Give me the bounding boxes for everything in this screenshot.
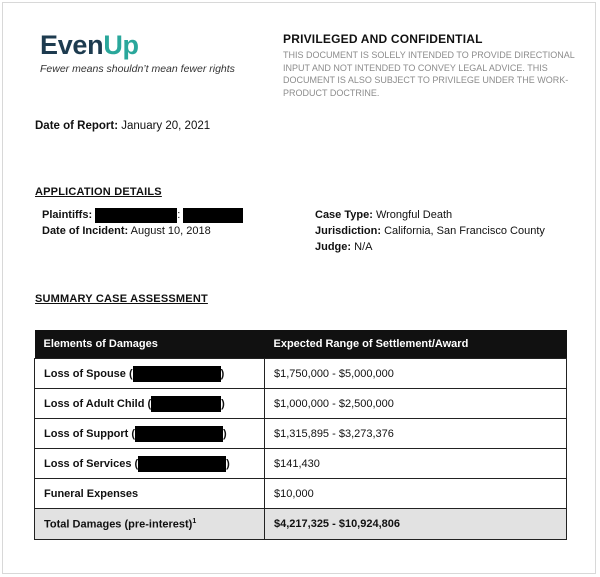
damage-element bbox=[35, 419, 265, 449]
application-details-right bbox=[315, 207, 545, 255]
redaction-bar bbox=[151, 396, 221, 412]
total-label bbox=[35, 509, 265, 540]
evenup-logo bbox=[40, 30, 235, 75]
confidential-title: PRIVILEGED AND CONFIDENTIAL bbox=[283, 32, 483, 46]
incident-line bbox=[42, 223, 243, 239]
confidential-notice bbox=[283, 32, 578, 99]
table-row bbox=[35, 389, 567, 419]
column-header-range: Expected Range of Settlement/Award bbox=[265, 330, 567, 359]
logo-even: Even bbox=[40, 30, 104, 60]
application-details-heading: APPLICATION DETAILS bbox=[35, 186, 162, 198]
judge-label: Judge: bbox=[315, 241, 352, 253]
logo-tagline: Fewer means shouldn’t mean fewer rights bbox=[40, 63, 235, 75]
judge-value: N/A bbox=[354, 241, 373, 253]
total-range: $4,217,325 - $10,924,806 bbox=[265, 509, 567, 540]
plaintiffs-line bbox=[42, 207, 243, 223]
damage-range: $141,430 bbox=[265, 449, 567, 479]
redaction-bar bbox=[138, 456, 226, 472]
damage-range: $1,000,000 - $2,500,000 bbox=[265, 389, 567, 419]
jurisdiction-line bbox=[315, 223, 545, 239]
damage-range: $1,750,000 - $5,000,000 bbox=[265, 359, 567, 389]
table-row bbox=[35, 479, 567, 509]
damage-element: Funeral Expenses bbox=[35, 479, 265, 509]
report-date bbox=[35, 120, 210, 132]
redaction-bar bbox=[135, 426, 223, 442]
case-type-line bbox=[315, 207, 545, 223]
report-date-label: Date of Report: bbox=[35, 120, 119, 132]
element-label: Loss of Spouse ( bbox=[44, 367, 133, 380]
plaintiffs-label: Plaintiffs: bbox=[42, 209, 93, 221]
incident-value: August 10, 2018 bbox=[130, 225, 211, 237]
damage-element bbox=[35, 449, 265, 479]
damages-table bbox=[34, 330, 567, 540]
redaction-bar bbox=[183, 208, 243, 223]
report-date-value: January 20, 2021 bbox=[121, 120, 211, 132]
element-close: ) bbox=[220, 367, 225, 380]
incident-label: Date of Incident: bbox=[42, 225, 129, 237]
redaction-bar bbox=[95, 208, 177, 223]
element-label: Loss of Services ( bbox=[44, 457, 139, 470]
element-label: Loss of Adult Child ( bbox=[44, 397, 152, 410]
total-label-text: Total Damages (pre-interest) bbox=[44, 518, 193, 531]
confidential-text: THIS DOCUMENT IS SOLELY INTENDED TO PROVIDE DIRECTIONAL INPUT AND NOT INTENDED TO CONVEY LEGAL ADVICE. THIS DOCUMENT IS ALSO SUBJECT TO PRIVILEGE UNDER THE WORK-PRODUCT DOCTRINE. bbox=[283, 50, 575, 98]
column-header-elements: Elements of Damages bbox=[35, 330, 265, 359]
damage-element bbox=[35, 389, 265, 419]
table-row bbox=[35, 449, 567, 479]
logo-wordmark bbox=[40, 30, 235, 60]
judge-line bbox=[315, 239, 545, 255]
jurisdiction-value: California, San Francisco County bbox=[384, 225, 545, 237]
table-row bbox=[35, 419, 567, 449]
case-type-value: Wrongful Death bbox=[375, 209, 453, 221]
jurisdiction-label: Jurisdiction: bbox=[315, 225, 382, 237]
element-label: Loss of Support ( bbox=[44, 427, 136, 440]
redaction-bar bbox=[133, 366, 221, 382]
plaintiffs-separator: : bbox=[177, 209, 181, 221]
application-details-left bbox=[42, 207, 243, 239]
summary-heading: SUMMARY CASE ASSESSMENT bbox=[35, 293, 208, 305]
footnote-marker: 1 bbox=[192, 517, 197, 525]
element-close: ) bbox=[226, 457, 230, 470]
damage-range: $1,315,895 - $3,273,376 bbox=[265, 419, 567, 449]
case-type-label: Case Type: bbox=[315, 209, 373, 221]
total-row bbox=[35, 509, 567, 540]
element-close: ) bbox=[223, 427, 227, 440]
table-row bbox=[35, 359, 567, 389]
damage-element bbox=[35, 359, 265, 389]
damage-range: $10,000 bbox=[265, 479, 567, 509]
table-header-row bbox=[35, 330, 567, 359]
element-close: ) bbox=[221, 397, 225, 410]
logo-up: Up bbox=[103, 30, 139, 60]
